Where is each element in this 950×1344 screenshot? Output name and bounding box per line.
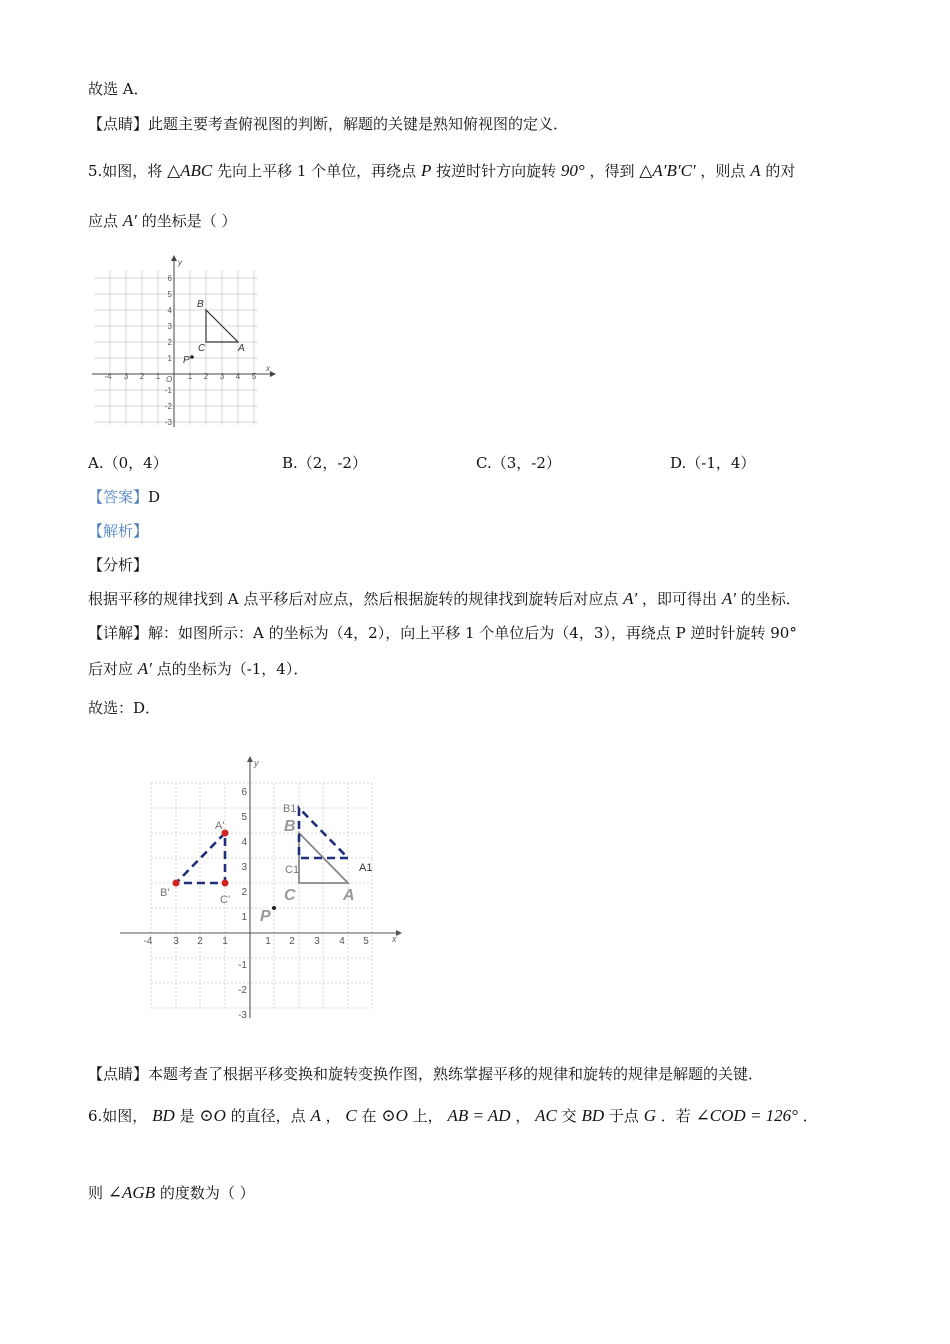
- fig1-x-tick: 3: [123, 372, 129, 381]
- q5-detail-line1: 【详解】解：如图所示：A 的坐标为（4，2），向上平移 1 个单位后为（4，3），再绕点 P 逆时针旋转 90°: [88, 624, 797, 642]
- fig2-label-b-prime: B': [160, 887, 170, 899]
- q5-point-a: A: [750, 161, 761, 180]
- q5-option-b: B.（2，-2）: [282, 454, 367, 472]
- fig1-x-tick: 2: [203, 372, 209, 381]
- fig2-label-a-prime: A': [215, 820, 225, 832]
- fig2-y-axis-label: y: [254, 758, 259, 768]
- q5-figure-2: [118, 756, 408, 1024]
- q5-stem-line2: 应点 A′ 的坐标是（ ）: [88, 211, 237, 230]
- fig2-y-tick: -2: [238, 985, 247, 996]
- fig1-y-tick: -3: [164, 418, 172, 427]
- q5-conclusion: 故选：D．: [88, 699, 161, 717]
- q6-angle-cod: ∠COD = 126°: [695, 1106, 798, 1125]
- fig2-x-tick: 3: [173, 936, 179, 947]
- q6-stem-line2: 则 ∠AGB 的度数为（ ）: [88, 1183, 255, 1202]
- fig2-y-tick: 6: [241, 787, 247, 798]
- fig2-point-c-prime: [222, 880, 229, 887]
- fig2-label-b1: B1: [283, 803, 297, 815]
- q5-triangle-abc: △ABC: [167, 161, 213, 180]
- fig1-x-tick: 1: [155, 372, 161, 381]
- q5-answer: 【答案】D: [88, 488, 161, 506]
- fig1-y-axis-label: y: [178, 258, 182, 267]
- fig2-label-a: A: [343, 887, 355, 904]
- fig2-label-b: B: [284, 818, 296, 835]
- fig2-label-p: P: [260, 908, 271, 925]
- q5-stem-line1: 5.如图，将 △ABC 先向上平移 1 个单位，再绕点 P 按逆时针方向旋转 90° ，得到 △A′B′C′ ，则点 A 的对: [88, 161, 796, 180]
- fig2-y-tick: 4: [241, 837, 247, 848]
- fig2-x-tick: 1: [222, 936, 228, 947]
- fig2-y-tick: 1: [241, 912, 247, 923]
- fig1-x-tick: -4: [104, 372, 112, 381]
- q5-option-a: A.（0，4）: [88, 454, 168, 472]
- fig1-label-c: C: [198, 343, 206, 354]
- fig2-x-tick: 2: [289, 936, 295, 947]
- fig2-label-a1: A1: [359, 862, 373, 874]
- prev-comment: 【点睛】此题主要考查俯视图的判断，解题的关键是熟知俯视图的定义．: [88, 115, 569, 133]
- fig2-y-tick: 2: [241, 887, 247, 898]
- q5-option-d: D.（-1，4）: [670, 454, 756, 472]
- q5-figure-1: [88, 255, 278, 430]
- fig2-x-tick: 4: [339, 936, 345, 947]
- q5-analysis-label: 【解析】: [88, 522, 149, 540]
- fig2-x-tick: 2: [197, 936, 203, 947]
- fig1-y-tick: 5: [167, 290, 172, 299]
- fig2-y-tick: -3: [238, 1010, 247, 1021]
- q5-option-c: C.（3，-2）: [476, 454, 561, 472]
- q5-detail-line2: 后对应 A′ 点的坐标为（-1，4）．: [88, 659, 309, 678]
- fig2-x-tick: 3: [314, 936, 320, 947]
- fig2-x-axis-label: x: [392, 934, 397, 944]
- fig1-x-tick: 5: [251, 372, 257, 381]
- q6-stem-line1: 6.如图， BD 是 ⊙O 的直径，点 A ， C 在 ⊙O 上， AB = AD ， AC 交 BD 于点 G ．若 ∠COD = 126° ．: [88, 1106, 818, 1125]
- fig1-y-tick: 6: [167, 274, 172, 283]
- fig2-x-tick: -4: [143, 936, 153, 947]
- fig2-x-tick: 1: [265, 936, 271, 947]
- fig1-y-tick: -2: [164, 402, 172, 411]
- fig1-label-p: P: [183, 355, 190, 366]
- fig2-label-c-prime: C': [220, 894, 231, 906]
- fig2-point-b-prime: [173, 880, 180, 887]
- fig2-y-tick: -1: [238, 960, 247, 971]
- q5-triangle-image: △A′B′C′: [639, 161, 696, 180]
- q6-arc-equality: AB = AD: [447, 1106, 511, 1125]
- q5-angle: 90°: [560, 161, 585, 180]
- fig1-y-tick: 4: [167, 306, 172, 315]
- fig1-x-tick: 3: [219, 372, 225, 381]
- q5-fenxi-text: 根据平移的规律找到 A 点平移后对应点，然后根据旋转的规律找到旋转后对应点 A′ ，即可得出 A′ 的坐标．: [88, 589, 801, 608]
- fig2-point-p: [272, 906, 276, 910]
- fig1-label-a: A: [238, 343, 245, 354]
- fig1-x-tick: 4: [235, 372, 241, 381]
- q5-comment: 【点睛】本题考查了根据平移变换和旋转变换作图，熟练掌握平移的规律和旋转的规律是解题的关键．: [88, 1065, 764, 1083]
- fig1-x-tick: 1: [187, 372, 193, 381]
- fig1-x-axis-label: x: [266, 364, 270, 373]
- q5-fenxi-label: 【分析】: [88, 556, 149, 574]
- fig1-origin-label: O: [166, 375, 173, 384]
- fig1-y-tick: -1: [164, 386, 172, 395]
- fig1-y-tick: 3: [167, 322, 172, 331]
- fig2-y-tick: 3: [241, 862, 247, 873]
- fig1-y-tick: 2: [167, 338, 172, 347]
- prev-conclusion: 故选 A．: [88, 80, 149, 98]
- fig2-label-c: C: [284, 887, 296, 904]
- fig1-label-b: B: [197, 299, 204, 310]
- fig2-y-tick: 5: [241, 812, 247, 823]
- fig1-y-tick: 1: [167, 354, 172, 363]
- fig1-point-p: [190, 355, 194, 359]
- fig2-label-c1: C1: [285, 864, 300, 876]
- fig1-x-tick: 2: [139, 372, 145, 381]
- fig2-x-tick: 5: [363, 936, 369, 947]
- q5-point-p: P: [420, 161, 432, 180]
